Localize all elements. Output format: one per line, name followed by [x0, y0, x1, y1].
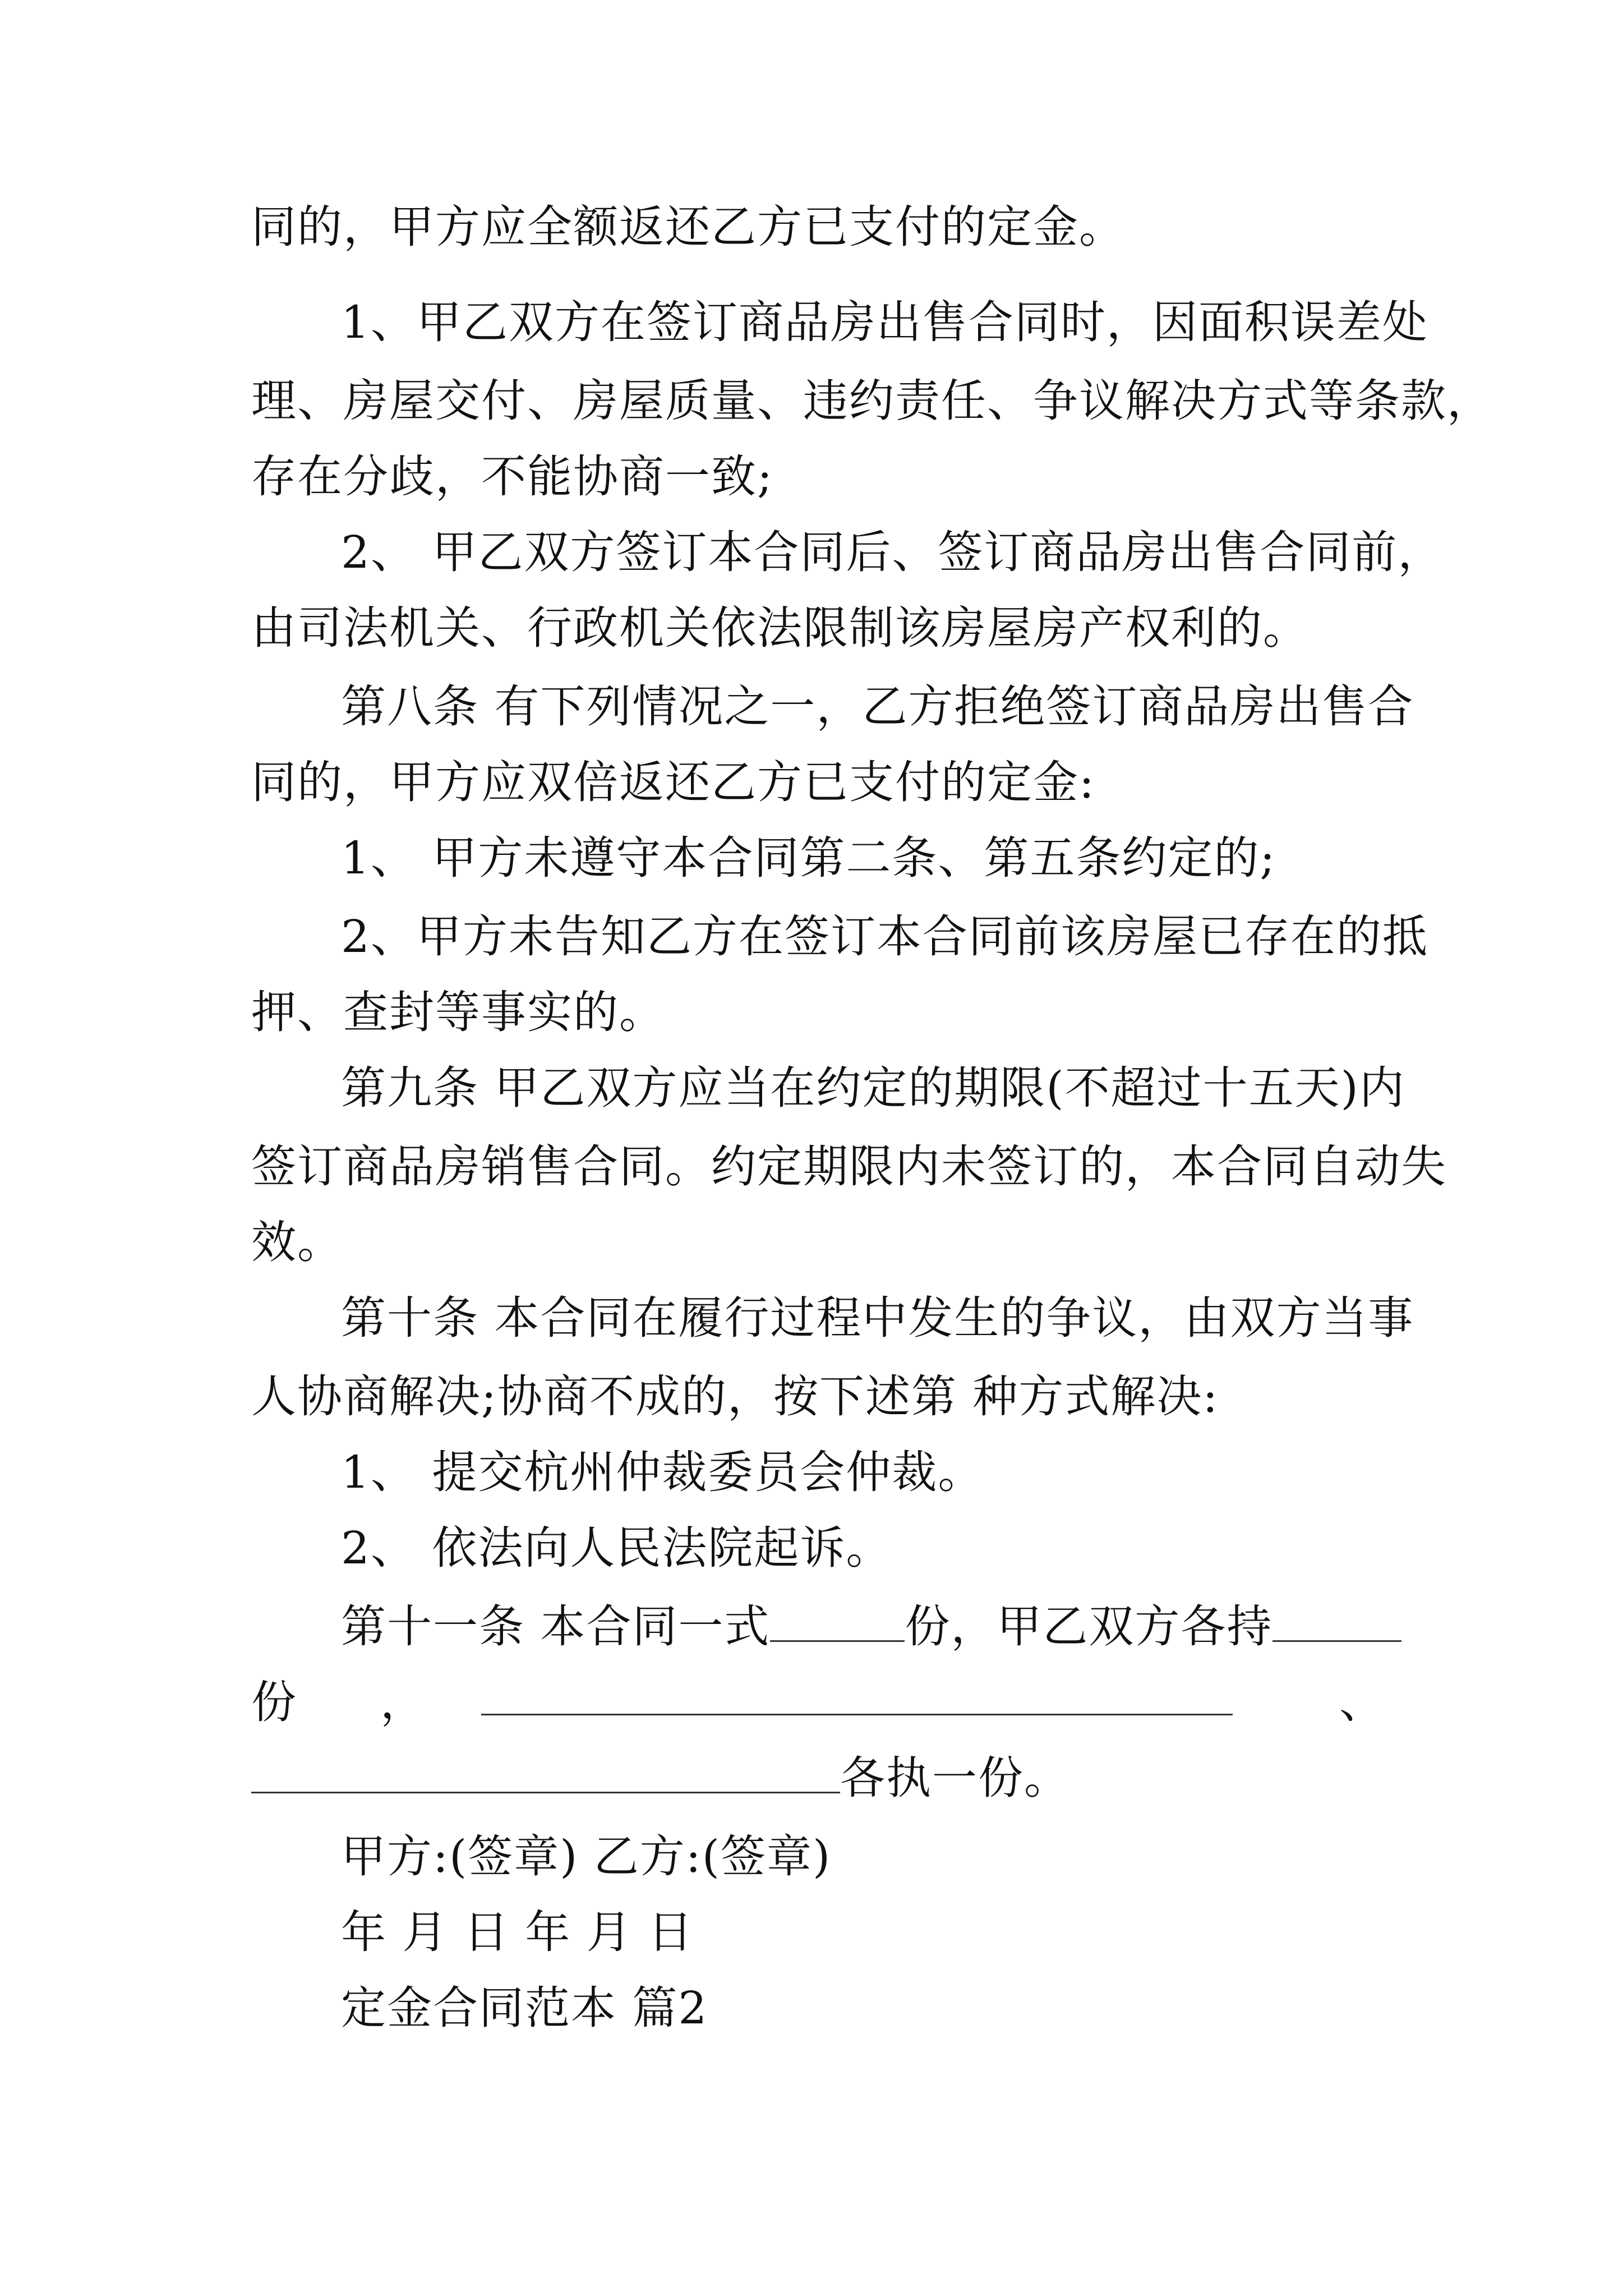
- text-line: 存在分歧，不能协商一致;: [251, 450, 773, 503]
- copies-total-blank[interactable]: [770, 1601, 905, 1642]
- text-line: 2、 甲乙双方签订本合同后、签订商品房出售合同前，: [341, 526, 1444, 578]
- text-line: 第十条 本合同在履行过程中发生的争议，由双方当事: [341, 1292, 1414, 1344]
- text-line: 第九条 甲乙双方应当在约定的期限(不超过十五天)内: [341, 1062, 1405, 1114]
- clause-11-text: 各执一份。: [840, 1752, 1070, 1804]
- clause-11-separator: 、: [1339, 1676, 1385, 1728]
- text-line: 由司法机关、行政机关依法限制该房屋房产权利的。: [251, 602, 1309, 654]
- text-line: 1、甲乙双方在签订商品房出售合同时，因面积误差处: [341, 296, 1428, 348]
- clause-11-line-1: [341, 1599, 1401, 1655]
- text-line: 同的，甲方应全额返还乙方已支付的定金。: [251, 201, 1125, 253]
- signature-line: 甲方:(签章) 乙方:(签章): [341, 1830, 832, 1883]
- section-heading: 定金合同范本 篇2: [341, 1982, 708, 2034]
- clause-11-comma: ，: [380, 1676, 426, 1728]
- clause-11-line-2: [251, 1674, 1384, 1731]
- text-line: 同的，甲方应双倍返还乙方已支付的定金:: [251, 756, 1095, 808]
- text-line: 1、 提交杭州仲裁委员会仲裁。: [341, 1446, 984, 1498]
- text-line: 签订商品房销售合同。约定期限内未签订的，本合同自动失: [251, 1140, 1447, 1193]
- text-line: 2、甲方未告知乙方在签订本合同前该房屋已存在的抵: [341, 910, 1428, 963]
- clause-11-text: 第十一条 本合同一式: [341, 1600, 771, 1653]
- text-line: 效。: [251, 1216, 343, 1268]
- holder-b-blank[interactable]: [251, 1752, 840, 1793]
- date-line: 年 月 日 年 月 日: [341, 1906, 694, 1958]
- text-line: 第八条 有下列情况之一，乙方拒绝签订商品房出售合: [341, 680, 1414, 733]
- clause-11-text: 份: [251, 1676, 297, 1728]
- text-line: 理、房屋交付、房屋质量、违约责任、争议解决方式等条款，: [251, 375, 1493, 427]
- text-line: 押、查封等事实的。: [251, 986, 665, 1038]
- clause-11-line-3: [251, 1750, 1070, 1806]
- text-line: 1、 甲方未遵守本合同第二条、第五条约定的;: [341, 832, 1276, 884]
- text-line: 2、 依法向人民法院起诉。: [341, 1522, 892, 1574]
- clause-11-text: 份，甲乙双方各持: [905, 1600, 1273, 1653]
- holder-a-blank[interactable]: [481, 1674, 1233, 1715]
- copies-each-blank[interactable]: [1272, 1601, 1401, 1642]
- text-line: 人协商解决;协商不成的，按下述第 种方式解决:: [251, 1370, 1219, 1423]
